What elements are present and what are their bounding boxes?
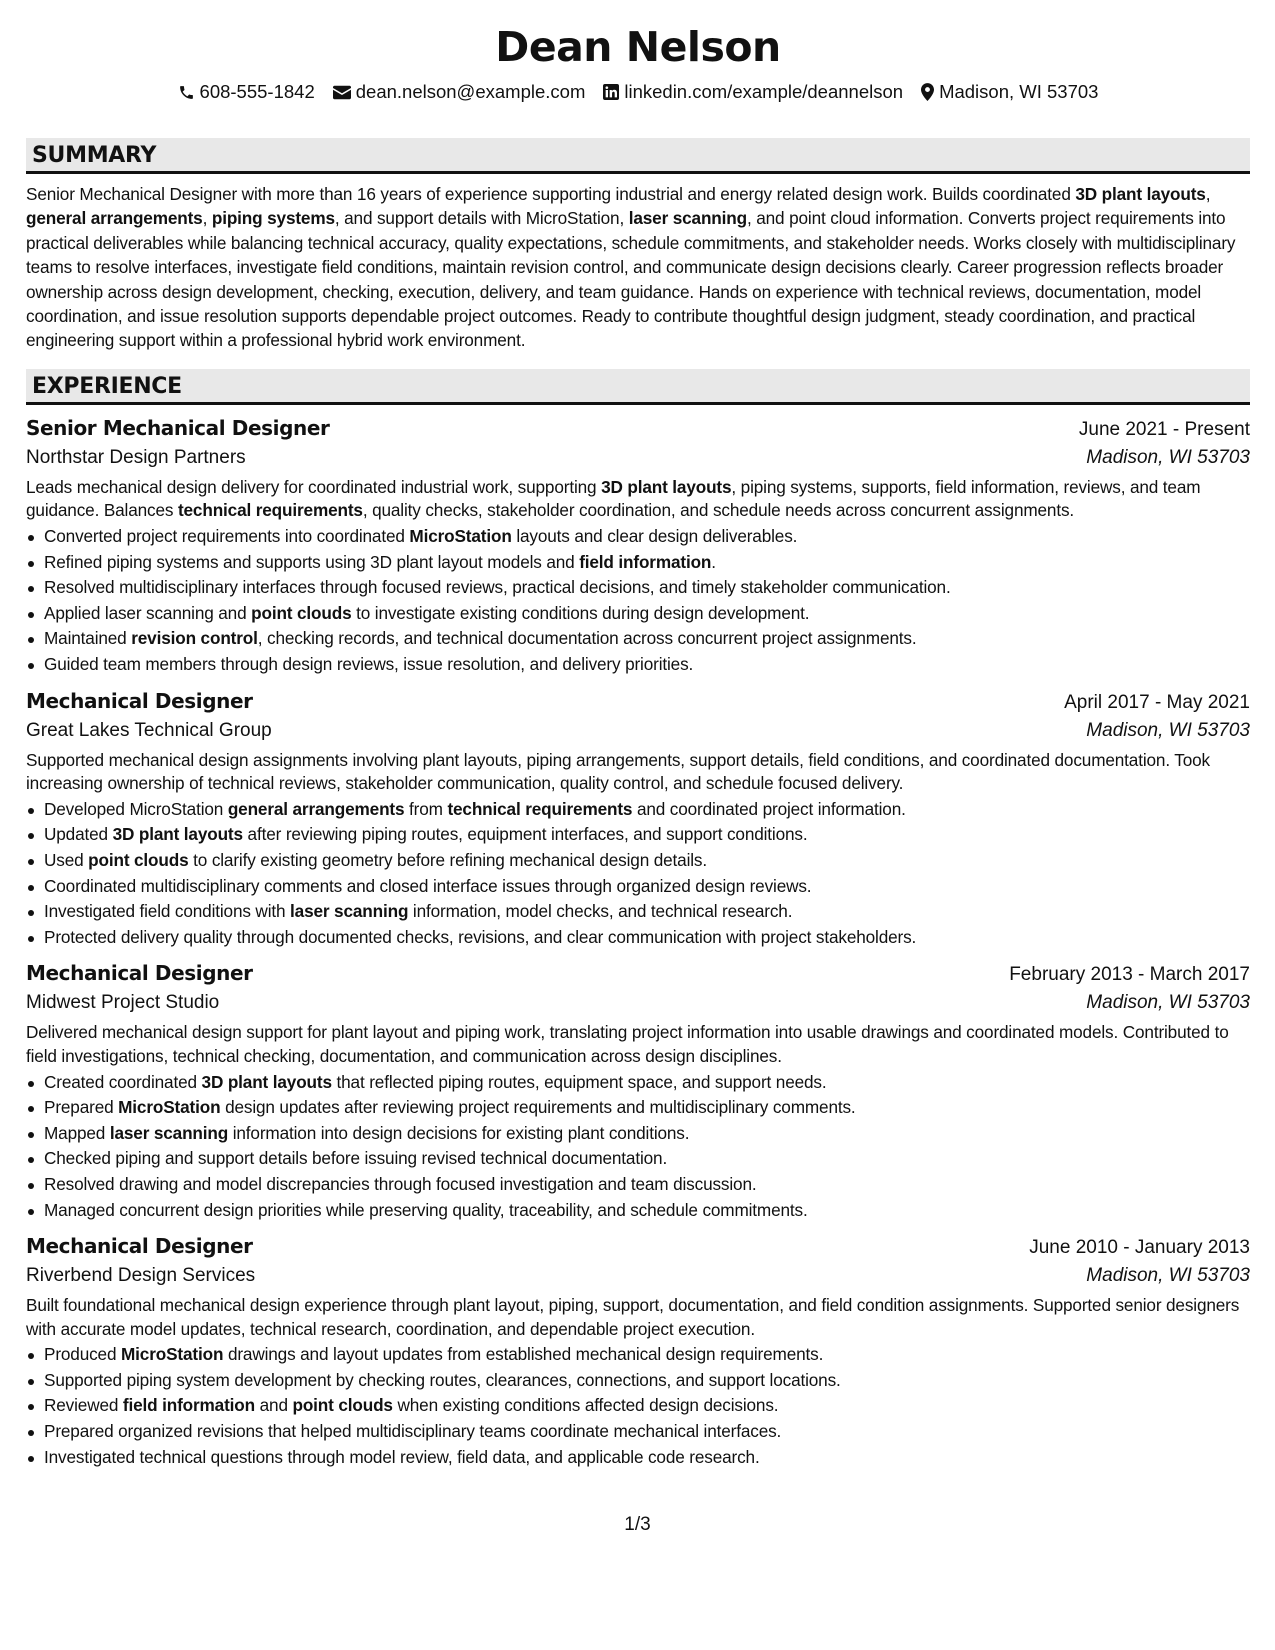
job-company: Riverbend Design Services — [26, 1265, 256, 1287]
bullet-item: Resolved drawing and model discrepancies through focused investigation and team discussion. — [26, 1172, 1250, 1198]
keyword: MicroStation — [121, 1344, 224, 1365]
phone-number[interactable]: 608-555-1842 — [199, 81, 315, 102]
keyword: technical requirements — [447, 798, 633, 819]
job-description: Built foundational mechanical design experience through plant layout, piping, support, documentation, and field condition assignments. Supported senior designers with accurate model updates, technical research, coordination, and dependable project execution. — [26, 1295, 1240, 1339]
section-heading-summary: SUMMARY — [26, 138, 1250, 174]
bullet-item: Coordinated multidisciplinary comments and closed interface issues through organized design reviews. — [26, 874, 1250, 900]
keyword: point clouds — [88, 849, 189, 870]
job-entry — [26, 413, 1250, 678]
bullet-item: Produced MicroStation drawings and layout updates from established mechanical design requirements. — [26, 1342, 1250, 1368]
bullet-item: Guided team members through design reviews, issue resolution, and delivery priorities. — [26, 652, 1250, 678]
job-dates: April 2017 - May 2021 — [1064, 691, 1250, 713]
job-description: Delivered mechanical design support for plant layout and piping work, translating project information into usable drawings and coordinated models. Contributed to field investigations, technical checking, documentation, and communication across design disciplines. — [26, 1022, 1229, 1066]
job-dates: February 2013 - March 2017 — [1009, 964, 1250, 986]
job-location: Madison, WI 53703 — [1086, 719, 1250, 741]
contact-phone — [178, 80, 315, 104]
keyword: laser scanning — [290, 901, 409, 922]
keyword: laser scanning — [109, 1122, 229, 1143]
keyword: piping systems — [211, 208, 335, 229]
keyword: 3D plant layouts — [1075, 184, 1206, 204]
job-bullets — [26, 1342, 1250, 1470]
bullet-item: Investigated technical questions through model review, field data, and applicable code research. — [26, 1445, 1250, 1471]
map-pin-icon — [921, 83, 934, 101]
keyword: field information — [579, 551, 712, 572]
bullet-item: Updated 3D plant layouts after reviewing piping routes, equipment interfaces, and support conditions. — [26, 822, 1250, 848]
bullet-item: Checked piping and support details before issuing revised technical documentation. — [26, 1146, 1250, 1172]
job-title: Mechanical Designer — [26, 688, 253, 713]
keyword: point clouds — [292, 1395, 393, 1416]
contact-email — [333, 80, 586, 104]
keyword: MicroStation — [118, 1097, 221, 1118]
keyword: field information — [122, 1395, 255, 1416]
keyword: 3D plant layouts — [201, 1071, 332, 1092]
bullet-item: Prepared organized revisions that helped multidisciplinary teams coordinate mechanical interfaces. — [26, 1419, 1250, 1445]
keyword: MicroStation — [409, 526, 512, 547]
job-dates: June 2010 - January 2013 — [1029, 1237, 1250, 1259]
bullet-item: Created coordinated 3D plant layouts that reflected piping routes, equipment space, and support needs. — [26, 1070, 1250, 1096]
resume-page — [26, 20, 1250, 1470]
job-entry — [26, 1231, 1250, 1470]
job-entry — [26, 686, 1250, 951]
keyword: revision control — [131, 628, 258, 649]
job-header — [26, 686, 1250, 716]
job-location: Madison, WI 53703 — [1086, 446, 1250, 468]
linkedin-icon — [603, 84, 619, 100]
job-title: Mechanical Designer — [26, 1234, 253, 1259]
job-description: Leads mechanical design delivery for coordinated industrial work, supporting 3D plant layouts, piping systems, supports, field information, reviews, and team guidance. Balances technical requirements, quality checks, stakeholder coordination, and schedule needs across concurrent assignments. — [26, 476, 1201, 521]
keyword: point clouds — [251, 602, 352, 623]
phone-icon — [178, 84, 195, 101]
job-company: Great Lakes Technical Group — [26, 719, 272, 741]
keyword: 3D plant layouts — [112, 824, 243, 845]
contact-bar — [26, 80, 1250, 104]
job-entry — [26, 958, 1250, 1223]
job-location: Madison, WI 53703 — [1086, 1265, 1250, 1287]
job-subheader — [26, 988, 1250, 1018]
job-title: Mechanical Designer — [26, 961, 253, 986]
job-subheader — [26, 1261, 1250, 1291]
bullet-item: Used point clouds to clarify existing geometry before refining mechanical design details. — [26, 848, 1250, 874]
bullet-item: Managed concurrent design priorities while preserving quality, traceability, and schedule commitments. — [26, 1198, 1250, 1224]
section-heading-experience: EXPERIENCE — [26, 369, 1250, 405]
job-bullets — [26, 797, 1250, 951]
bullet-item: Prepared MicroStation design updates after reviewing project requirements and multidisciplinary comments. — [26, 1095, 1250, 1121]
job-subheader — [26, 443, 1250, 473]
job-bullets — [26, 1070, 1250, 1224]
bullet-item: Investigated field conditions with laser scanning information, model checks, and technical research. — [26, 899, 1250, 925]
linkedin-url[interactable]: linkedin.com/example/deannelson — [624, 81, 904, 102]
bullet-item: Mapped laser scanning information into design decisions for existing plant conditions. — [26, 1121, 1250, 1147]
candidate-name: Dean Nelson — [495, 23, 781, 71]
job-list — [26, 413, 1250, 1470]
bullet-item: Applied laser scanning and point clouds to investigate existing conditions during design development. — [26, 601, 1250, 627]
job-dates: June 2021 - Present — [1078, 418, 1250, 440]
job-description: Supported mechanical design assignments involving plant layouts, piping arrangements, support details, field conditions, and coordinated documentation. Took increasing ownership of technical reviews, stakeholder communication, quality control, and schedule focused delivery. — [26, 749, 1210, 794]
keyword: general arrangements — [26, 208, 203, 229]
job-title: Senior Mechanical Designer — [26, 415, 330, 440]
experience-section — [26, 369, 1250, 1470]
summary-section — [26, 138, 1250, 353]
job-company: Northstar Design Partners — [26, 446, 246, 468]
bullet-item: Reviewed field information and point clouds when existing conditions affected design decisions. — [26, 1393, 1250, 1419]
bullet-item: Supported piping system development by checking routes, clearances, connections, and support locations. — [26, 1368, 1250, 1394]
job-bullets — [26, 524, 1250, 678]
keyword: general arrangements — [227, 798, 405, 819]
page-number: 1/3 — [624, 1514, 651, 1535]
location-text: Madison, WI 53703 — [939, 81, 1099, 102]
contact-linkedin — [603, 80, 903, 104]
job-header — [26, 958, 1250, 988]
job-header — [26, 1231, 1250, 1261]
job-header — [26, 413, 1250, 443]
contact-location — [921, 80, 1098, 104]
bullet-item: Converted project requirements into coordinated MicroStation layouts and clear design deliverables. — [26, 524, 1250, 550]
keyword: 3D plant layouts — [601, 476, 732, 497]
envelope-icon — [333, 85, 351, 100]
email-address[interactable]: dean.nelson@example.com — [355, 81, 586, 102]
keyword: laser scanning — [628, 208, 747, 229]
job-location: Madison, WI 53703 — [1086, 992, 1250, 1014]
job-subheader — [26, 716, 1250, 746]
bullet-item: Protected delivery quality through documented checks, revisions, and clear communication with project stakeholders. — [26, 925, 1250, 951]
bullet-item: Resolved multidisciplinary interfaces through focused reviews, practical decisions, and timely stakeholder communication. — [26, 575, 1250, 601]
keyword: technical requirements — [177, 500, 363, 521]
job-company: Midwest Project Studio — [26, 992, 220, 1014]
bullet-item: Developed MicroStation general arrangements from technical requirements and coordinated project information. — [26, 797, 1250, 823]
summary-paragraph: Senior Mechanical Designer with more than 16 years of experience supporting industrial and energy related design work. Builds coordinated 3D plant layouts, general arrangements, piping systems, and support details with MicroStation, laser scanning, and point cloud information. Converts project requirements into practical deliverables while balancing technical accuracy, quality expectations, schedule commitments, and stakeholder needs. Works closely with multidisciplinary teams to resolve interfaces, investigate field conditions, maintain revision control, and communicate design decisions clearly. Career progression reflects broader ownership across design development, checking, execution, delivery, and team guidance. Hands on experience with technical reviews, documentation, model coordination, and issue resolution supports dependable project outcomes. Ready to contribute thoughtful design judgment, steady coordination, and practical engineering support within a professional hybrid work environment. — [26, 184, 1236, 351]
bullet-item: Refined piping systems and supports using 3D plant layout models and field information. — [26, 550, 1250, 576]
bullet-item: Maintained revision control, checking records, and technical documentation across concurrent project assignments. — [26, 626, 1250, 652]
